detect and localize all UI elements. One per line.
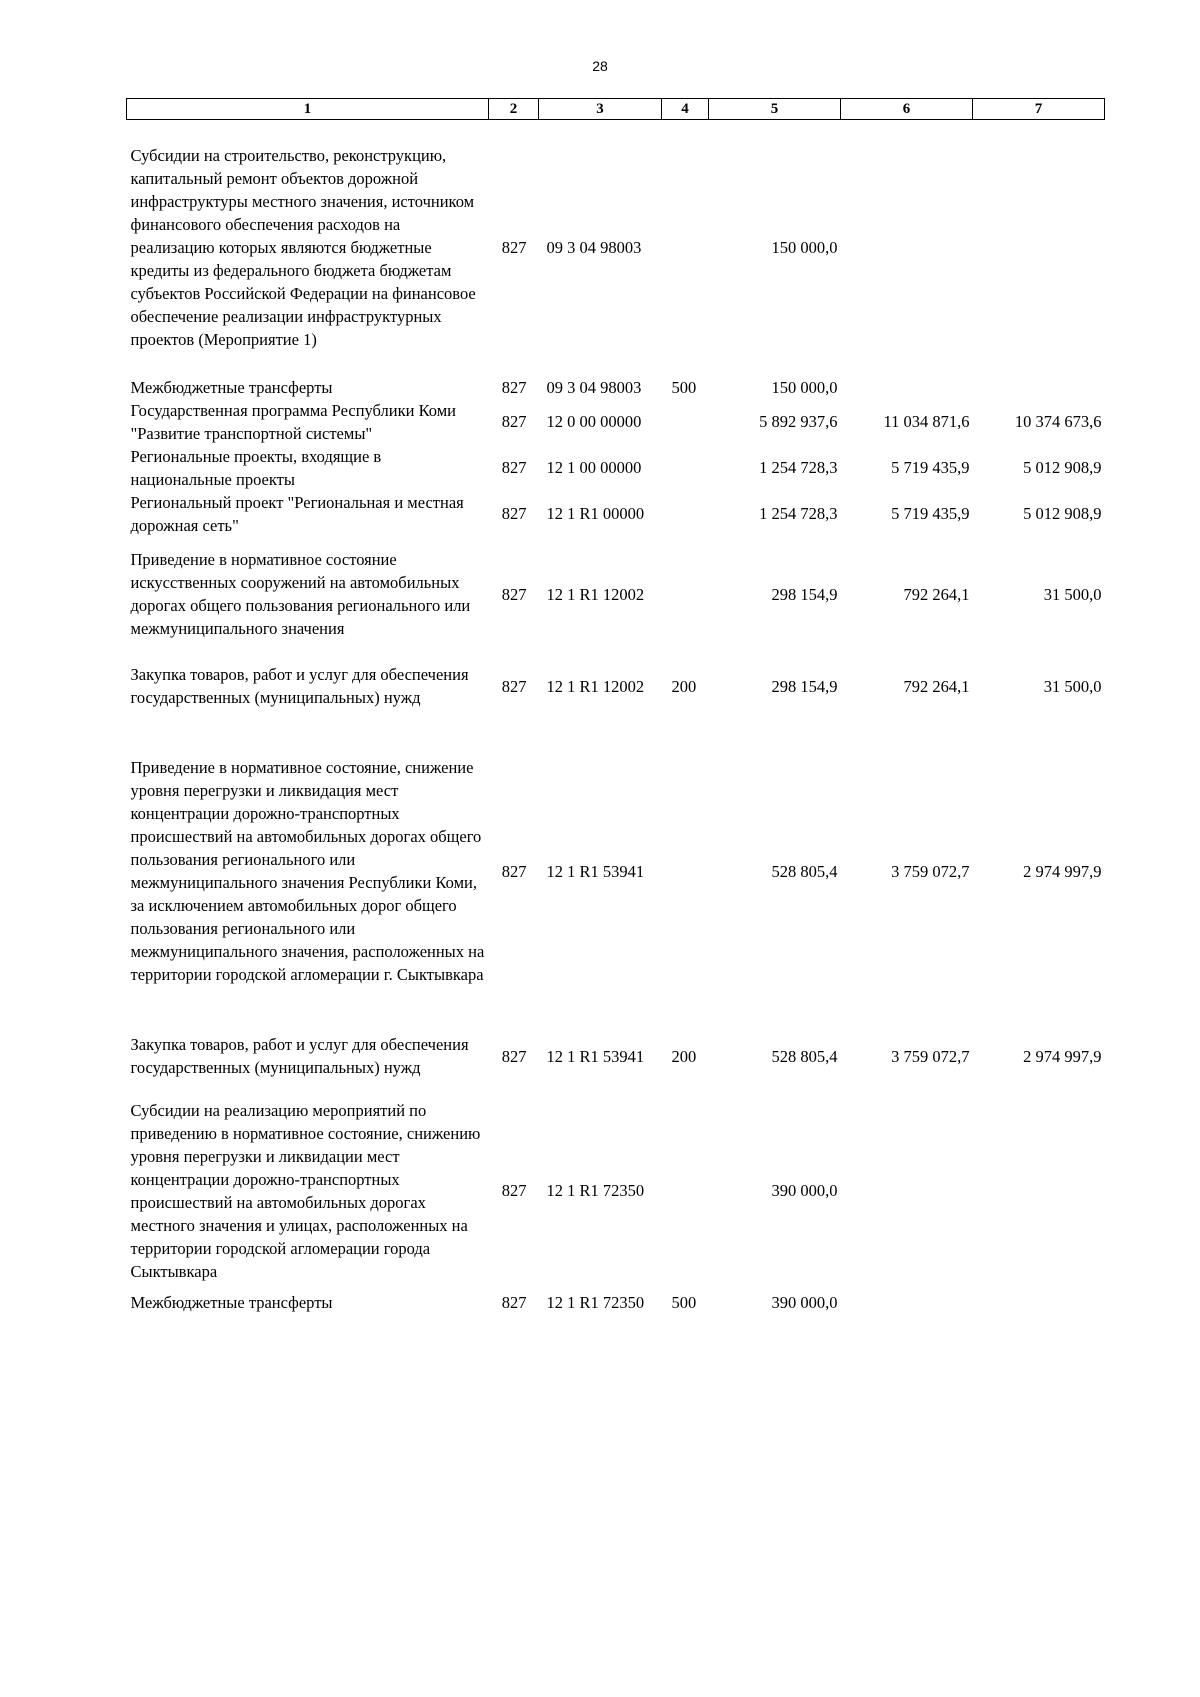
row-ved: 827 bbox=[501, 504, 527, 523]
row-ved: 827 bbox=[501, 676, 527, 696]
row-name: Субсидии на реализацию мероприятий по приведению в нормативное состояние, снижению уровня перегрузки и ликвидации мест концентрации дорожно-транспортных происшествий на автомобильных дорогах местного значения и улицах, расположенных на территории городской агломерации города Сыктывкара bbox=[130, 1100, 481, 1281]
row-value-7: 5 012 908,9 bbox=[1023, 458, 1102, 477]
row-vr: 500 bbox=[671, 1292, 697, 1312]
row-vr bbox=[662, 537, 709, 652]
table-row bbox=[127, 399, 1105, 445]
row-value-5: 298 154,9 bbox=[771, 676, 838, 696]
row-value-6 bbox=[841, 120, 973, 376]
row-vr bbox=[662, 399, 709, 445]
row-name: Закупка товаров, работ и услуг для обеспечения государственных (муниципальных) нужд bbox=[130, 1035, 469, 1077]
table-row bbox=[127, 721, 1105, 1022]
row-vr: 200 bbox=[671, 676, 697, 696]
header-row bbox=[127, 99, 1105, 120]
row-value-5: 150 000,0 bbox=[771, 377, 838, 397]
row-csr: 09 3 04 98003 bbox=[546, 238, 642, 258]
row-vr: 200 bbox=[671, 1046, 697, 1066]
row-csr: 12 1 R1 00000 bbox=[546, 504, 645, 523]
col-header-3: 3 bbox=[539, 99, 662, 120]
row-value-7: 2 974 997,9 bbox=[1023, 1046, 1102, 1066]
row-value-5: 150 000,0 bbox=[771, 238, 838, 258]
col-header-1: 1 bbox=[127, 99, 489, 120]
row-csr: 12 1 R1 53941 bbox=[546, 1046, 645, 1066]
row-value-5: 1 254 728,3 bbox=[759, 458, 838, 477]
row-csr: 12 1 R1 12002 bbox=[546, 676, 645, 696]
row-value-6 bbox=[841, 376, 973, 399]
row-value-5: 390 000,0 bbox=[771, 1181, 838, 1200]
row-ved: 827 bbox=[501, 1181, 527, 1200]
table-row bbox=[127, 652, 1105, 721]
row-ved: 827 bbox=[501, 1046, 527, 1066]
row-value-6: 5 719 435,9 bbox=[891, 458, 970, 477]
row-csr: 12 0 00 00000 bbox=[546, 412, 642, 431]
row-value-5: 1 254 728,3 bbox=[759, 504, 838, 523]
table-row bbox=[127, 537, 1105, 652]
row-name: Приведение в нормативное состояние искусственных сооружений на автомобильных дорогах общего пользования регионального или межмуниципального значения bbox=[130, 550, 471, 638]
table-row bbox=[127, 1091, 1105, 1291]
row-csr: 09 3 04 98003 bbox=[546, 377, 642, 397]
row-name: Приведение в нормативное состояние, снижение уровня перегрузки и ликвидация мест концентрации дорожно-транспортных происшествий на автомобильных дорогах общего пользования регионального или межмуниципального значения Республики Коми, за исключением автомобильных дорог общего пользования регионального или межмуниципального значения, расположенных на территории городской агломерации г. Сыктывкара bbox=[130, 758, 485, 984]
row-value-5: 390 000,0 bbox=[771, 1292, 838, 1312]
row-vr bbox=[662, 491, 709, 537]
row-csr: 12 1 R1 72350 bbox=[546, 1181, 645, 1200]
row-vr: 500 bbox=[671, 377, 697, 397]
row-value-7 bbox=[973, 1091, 1105, 1291]
row-value-5: 528 805,4 bbox=[771, 861, 838, 881]
col-header-7: 7 bbox=[973, 99, 1105, 120]
row-ved: 827 bbox=[501, 584, 527, 604]
col-header-4: 4 bbox=[662, 99, 709, 120]
row-csr: 12 1 00 00000 bbox=[546, 458, 642, 477]
row-vr bbox=[662, 120, 709, 376]
row-name: Субсидии на строительство, реконструкцию, капитальный ремонт объектов дорожной инфраструктуры местного значения, источником финансового обеспечения расходов на реализацию которых являются бюджетные кредиты из федерального бюджета бюджетам субъектов Российской Федерации на финансовое обеспечение реализации инфраструктурных проектов (Мероприятие 1) bbox=[130, 146, 476, 350]
row-name: Закупка товаров, работ и услуг для обеспечения государственных (муниципальных) нужд bbox=[130, 665, 469, 707]
row-ved: 827 bbox=[501, 458, 527, 477]
row-value-5: 298 154,9 bbox=[771, 584, 838, 604]
row-value-7: 31 500,0 bbox=[1043, 584, 1102, 604]
table-row bbox=[127, 376, 1105, 399]
row-value-6 bbox=[841, 1091, 973, 1291]
row-value-7 bbox=[973, 120, 1105, 376]
col-header-5: 5 bbox=[709, 99, 841, 120]
row-value-6 bbox=[841, 1291, 973, 1314]
row-value-7 bbox=[973, 376, 1105, 399]
row-value-6: 11 034 871,6 bbox=[883, 412, 970, 431]
row-name: Межбюджетные трансферты bbox=[130, 1292, 333, 1312]
row-csr: 12 1 R1 53941 bbox=[546, 861, 645, 881]
row-value-5: 5 892 937,6 bbox=[759, 412, 838, 431]
row-value-7: 10 374 673,6 bbox=[1014, 412, 1102, 431]
row-ved: 827 bbox=[501, 377, 527, 397]
row-value-7: 5 012 908,9 bbox=[1023, 504, 1102, 523]
col-header-2: 2 bbox=[489, 99, 539, 120]
row-csr: 12 1 R1 12002 bbox=[546, 584, 645, 604]
budget-table bbox=[126, 98, 1105, 1314]
row-value-7 bbox=[973, 1291, 1105, 1314]
row-ved: 827 bbox=[501, 412, 527, 431]
table-row bbox=[127, 491, 1105, 537]
table-row bbox=[127, 1022, 1105, 1091]
row-vr bbox=[662, 445, 709, 491]
row-value-5: 528 805,4 bbox=[771, 1046, 838, 1066]
row-value-6: 5 719 435,9 bbox=[891, 504, 970, 523]
table-row bbox=[127, 445, 1105, 491]
row-value-7: 31 500,0 bbox=[1043, 676, 1102, 696]
row-name: Межбюджетные трансферты bbox=[130, 377, 333, 397]
row-value-6: 792 264,1 bbox=[903, 584, 970, 604]
row-vr bbox=[662, 721, 709, 1022]
row-vr bbox=[662, 1091, 709, 1291]
row-ved: 827 bbox=[501, 238, 527, 258]
row-value-6: 3 759 072,7 bbox=[891, 861, 970, 881]
col-header-6: 6 bbox=[841, 99, 973, 120]
row-name: Региональные проекты, входящие в национальные проекты bbox=[130, 446, 382, 489]
row-value-6: 3 759 072,7 bbox=[891, 1046, 970, 1066]
row-name: Региональный проект "Региональная и местная дорожная сеть" bbox=[130, 492, 464, 535]
row-ved: 827 bbox=[501, 1292, 527, 1312]
row-csr: 12 1 R1 72350 bbox=[546, 1292, 645, 1312]
row-name: Государственная программа Республики Коми "Развитие транспортной системы" bbox=[130, 400, 456, 443]
page-number: 28 bbox=[592, 58, 608, 74]
table-row bbox=[127, 1291, 1105, 1314]
row-ved: 827 bbox=[501, 861, 527, 881]
table-row bbox=[127, 120, 1105, 376]
row-value-7: 2 974 997,9 bbox=[1023, 861, 1102, 881]
row-value-6: 792 264,1 bbox=[903, 676, 970, 696]
